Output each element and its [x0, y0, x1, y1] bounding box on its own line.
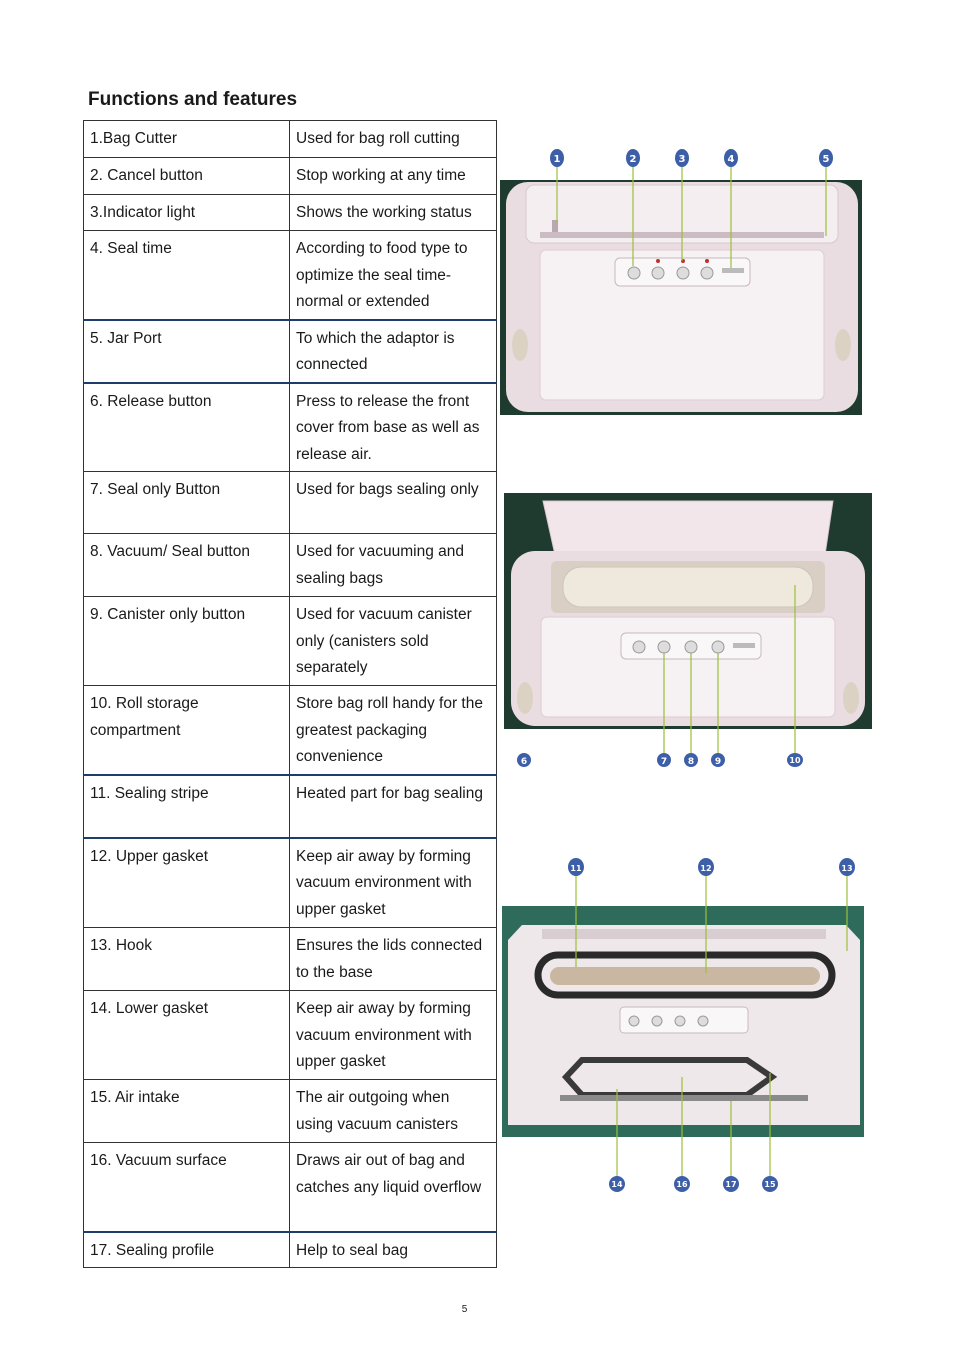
description-cell: Keep air away by forming vacuum environment with upper gasket — [290, 991, 497, 1080]
description-cell: Used for bags sealing only — [290, 472, 497, 534]
callout-number: 11 — [570, 864, 582, 873]
description-cell: Help to seal bag — [290, 1232, 497, 1268]
callout-number: 8 — [687, 757, 695, 767]
callout-number: 5 — [822, 154, 830, 165]
feature-cell: 14. Lower gasket — [84, 991, 290, 1080]
callout-marker — [657, 753, 671, 767]
callout-number: 2 — [629, 154, 637, 165]
table-row — [84, 775, 497, 838]
description-cell: Used for vacuuming and sealing bags — [290, 534, 497, 597]
feature-cell: 1.Bag Cutter — [84, 121, 290, 158]
description-cell: The air outgoing when using vacuum canisters — [290, 1080, 497, 1143]
feature-cell: 2. Cancel button — [84, 158, 290, 195]
callout-marker — [711, 753, 725, 767]
description-cell: Used for bag roll cutting — [290, 121, 497, 158]
description-cell: Heated part for bag sealing — [290, 775, 497, 838]
callout-number: 13 — [841, 864, 853, 873]
callout-number: 4 — [727, 154, 735, 165]
callout-marker — [839, 858, 855, 876]
description-cell: Draws air out of bag and catches any liquid overflow — [290, 1143, 497, 1232]
table-row — [84, 928, 497, 991]
description-cell: Press to release the front cover from base as well as release air. — [290, 383, 497, 472]
feature-cell: 15. Air intake — [84, 1080, 290, 1143]
feature-cell: 7. Seal only Button — [84, 472, 290, 534]
callout-marker — [626, 149, 640, 167]
feature-cell: 8. Vacuum/ Seal button — [84, 534, 290, 597]
table-row — [84, 1143, 497, 1232]
callout-marker — [698, 858, 714, 876]
feature-cell: 13. Hook — [84, 928, 290, 991]
callout-marker — [684, 753, 698, 767]
callout-number: 12 — [700, 864, 712, 873]
callout-marker — [723, 1176, 739, 1192]
callout-marker — [609, 1176, 625, 1192]
table-row — [84, 1080, 497, 1143]
callout-marker — [724, 149, 738, 167]
section-title: Functions and features — [88, 89, 298, 110]
feature-cell: 11. Sealing stripe — [84, 775, 290, 838]
sealer-closed-photo — [500, 140, 864, 418]
features-table — [83, 120, 497, 1268]
callout-number: 9 — [714, 757, 722, 767]
table-row — [84, 991, 497, 1080]
table-row — [84, 1232, 497, 1268]
callout-number: 15 — [764, 1180, 776, 1189]
feature-cell: 17. Sealing profile — [84, 1232, 290, 1268]
feature-cell: 10. Roll storage compartment — [84, 686, 290, 775]
callout-number: 1 — [553, 154, 561, 165]
table-row — [84, 195, 497, 231]
sealer-open-photo — [503, 493, 873, 773]
description-cell: Store bag roll handy for the greatest packaging convenience — [290, 686, 497, 775]
callout-marker — [787, 753, 803, 767]
table-row — [84, 597, 497, 686]
callout-marker — [674, 1176, 690, 1192]
callout-number: 16 — [676, 1180, 688, 1189]
description-cell: To which the adaptor is connected — [290, 320, 497, 383]
feature-cell: 6. Release button — [84, 383, 290, 472]
callout-marker — [762, 1176, 778, 1192]
table-row — [84, 534, 497, 597]
description-cell: According to food type to optimize the seal time-normal or extended — [290, 231, 497, 320]
table-row — [84, 320, 497, 383]
callout-marker — [517, 753, 531, 767]
feature-cell: 12. Upper gasket — [84, 838, 290, 928]
feature-cell: 4. Seal time — [84, 231, 290, 320]
callout-number: 17 — [725, 1180, 737, 1189]
table-row — [84, 838, 497, 928]
description-cell: Ensures the lids connected to the base — [290, 928, 497, 991]
description-cell: Used for vacuum canister only (canisters sold separately — [290, 597, 497, 686]
table-row — [84, 158, 497, 195]
description-cell: Stop working at any time — [290, 158, 497, 195]
callout-marker — [550, 149, 564, 167]
page-number: 5 — [461, 1304, 468, 1315]
table-row — [84, 231, 497, 320]
table-row — [84, 121, 497, 158]
sealer-top-view-photo — [502, 855, 866, 1200]
table-row — [84, 383, 497, 472]
feature-cell: 16. Vacuum surface — [84, 1143, 290, 1232]
callout-number: 10 — [789, 756, 801, 765]
table-row — [84, 472, 497, 534]
feature-cell: 5. Jar Port — [84, 320, 290, 383]
feature-cell: 3.Indicator light — [84, 195, 290, 231]
feature-cell: 9. Canister only button — [84, 597, 290, 686]
description-cell: Shows the working status — [290, 195, 497, 231]
callout-marker — [568, 858, 584, 876]
callout-marker — [675, 149, 689, 167]
callout-marker — [819, 149, 833, 167]
callout-number: 3 — [678, 154, 686, 165]
callout-number: 6 — [520, 757, 528, 767]
callout-number: 14 — [611, 1180, 623, 1189]
callout-number: 7 — [660, 757, 668, 767]
table-row — [84, 686, 497, 775]
description-cell: Keep air away by forming vacuum environment with upper gasket — [290, 838, 497, 928]
